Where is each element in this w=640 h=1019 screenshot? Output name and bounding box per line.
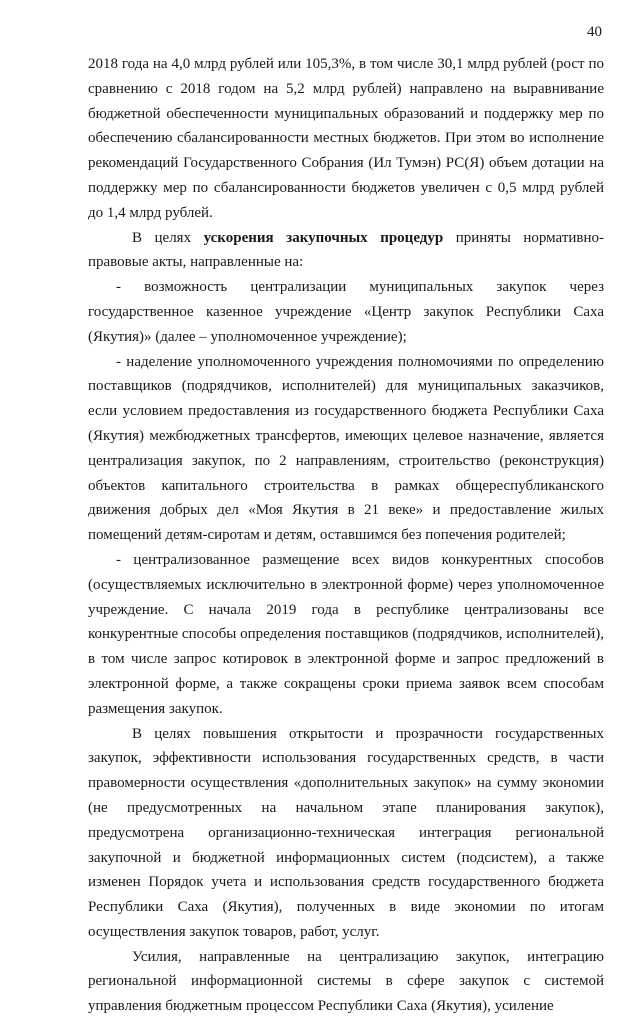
- paragraph-procurement-acts-tail: приняты нормативно-правовые акты, направленные на:: [88, 229, 605, 271]
- paragraph-transparency: В целях повышения открытости и прозрачности государственных закупок, эффективности использования государственных средств, в части правомерности осуществления «дополнительных закупок» на сумму экономии (не предусмотренных на начальном этапе планирования закупок), предусмотрена организационно-техническая интеграция региональной закупочной и бюджетной информационных систем (подсистем), а также изменен Порядок учета и использования средств государственного бюджета Республики Саха (Якутия), полученных в виде экономии по итогам осуществления закупок товаров, работ, услуг.: [88, 725, 604, 940]
- list-item-centralization: - возможность централизации муниципальных закупок через государственное казенное учреждение «Центр закупок Республики Саха (Якутия)» (далее – уполномоченное учреждение);: [88, 279, 604, 345]
- emphasis-procurement-acceleration: ускорения закупочных процедур: [203, 229, 444, 246]
- list-item-authority-delegation: - наделение уполномоченного учреждения полномочиями по определению поставщиков (подрядчиков, исполнителей) для муниципальных заказчиков, если условием предоставления из государственного бюджета Республики Саха (Якутия) межбюджетных трансфертов, имеющих целевое назначение, является централизация закупок, по 2 направлениям, строительство (реконструкция) объектов капитального строительства в рамках общереспубликанского движения добрых дел «Моя Якутия в 21 веке» и предоставление жилых помещений детям-сиротам и детям, оставшимся без попечения родителей;: [88, 353, 604, 544]
- paragraph-budget-balance: 2018 года на 4,0 млрд рублей или 105,3%, в том числе 30,1 млрд рублей (рост по сравнению с 2018 годом на 5,2 млрд рублей) направлено на выравнивание бюджетной обеспеченности муниципальных образований и поддержку мер по обеспечению сбалансированности местных бюджетов. При этом во исполнение рекомендаций Государственного Собрания (Ил Тумэн) РС(Я) объем дотации на поддержку мер по сбалансированности бюджетов увеличен с 0,5 млрд рублей до 1,4 млрд рублей.: [88, 56, 604, 221]
- paragraph-procurement-acts-lead: В целях: [132, 229, 204, 246]
- paragraph-procurement-acts: [88, 226, 604, 276]
- page-number: 40: [587, 24, 602, 40]
- paragraph-efforts: Усилия, направленные на централизацию закупок, интеграцию региональной информационной системы в сфере закупок с системой управления бюджетным процессом Республики Саха (Якутия), усиление: [88, 948, 604, 1015]
- body-text: [88, 52, 604, 1019]
- list-item-centralized-placement: - централизованное размещение всех видов конкурентных способов (осуществляемых исключительно в электронной форме) через уполномоченное учреждение. С начала 2019 года в республике централизованы все конкурентные способы определения поставщиков (подрядчиков, исполнителей), в том числе запрос котировок в электронной форме и запрос предложений в электронной форме, а также сокращены сроки приема заявок всем способам размещения закупок.: [88, 551, 604, 717]
